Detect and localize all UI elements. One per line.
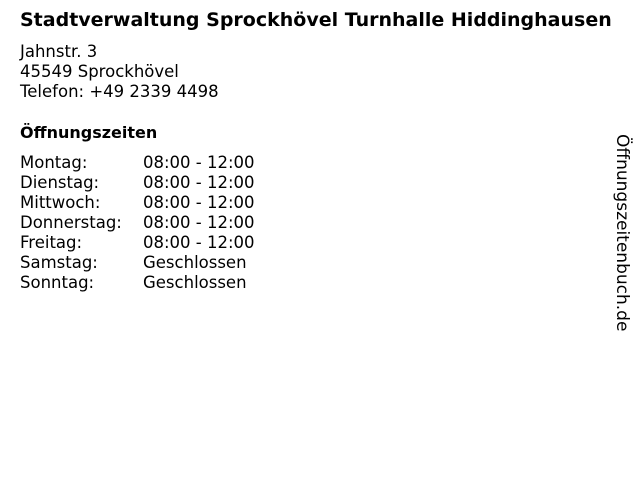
day-label: Samstag: (20, 253, 98, 272)
phone-number: Telefon: +49 2339 4498 (20, 82, 219, 101)
hours-row-tuesday (20, 173, 255, 193)
day-label: Mittwoch: (20, 193, 101, 212)
time-value: 08:00 - 12:00 (143, 173, 255, 192)
time-value: 08:00 - 12:00 (143, 233, 255, 252)
hours-row-sunday (20, 273, 255, 293)
hours-row-wednesday (20, 193, 255, 213)
day-label: Montag: (20, 153, 88, 172)
street-address: Jahnstr. 3 (20, 42, 98, 61)
city-postcode: 45549 Sprockhövel (20, 62, 179, 81)
hours-row-saturday (20, 253, 255, 273)
day-label: Freitag: (20, 233, 83, 252)
opening-hours-heading: Öffnungszeiten (20, 123, 158, 142)
time-value: Geschlossen (143, 273, 247, 292)
hours-row-thursday (20, 213, 255, 233)
day-label: Donnerstag: (20, 213, 122, 232)
day-label: Dienstag: (20, 173, 100, 192)
time-value: 08:00 - 12:00 (143, 153, 255, 172)
location-card (20, 10, 612, 293)
opening-hours-table (20, 153, 255, 293)
day-label: Sonntag: (20, 273, 95, 292)
address-block (20, 42, 612, 102)
time-value: 08:00 - 12:00 (143, 213, 255, 232)
location-title: Stadtverwaltung Sprockhövel Turnhalle Hiddinghausen (20, 9, 612, 31)
hours-row-friday (20, 233, 255, 253)
hours-row-monday (20, 153, 255, 173)
time-value: Geschlossen (143, 253, 247, 272)
site-brand-label: Öffnungszeitenbuch.de (612, 134, 632, 332)
time-value: 08:00 - 12:00 (143, 193, 255, 212)
